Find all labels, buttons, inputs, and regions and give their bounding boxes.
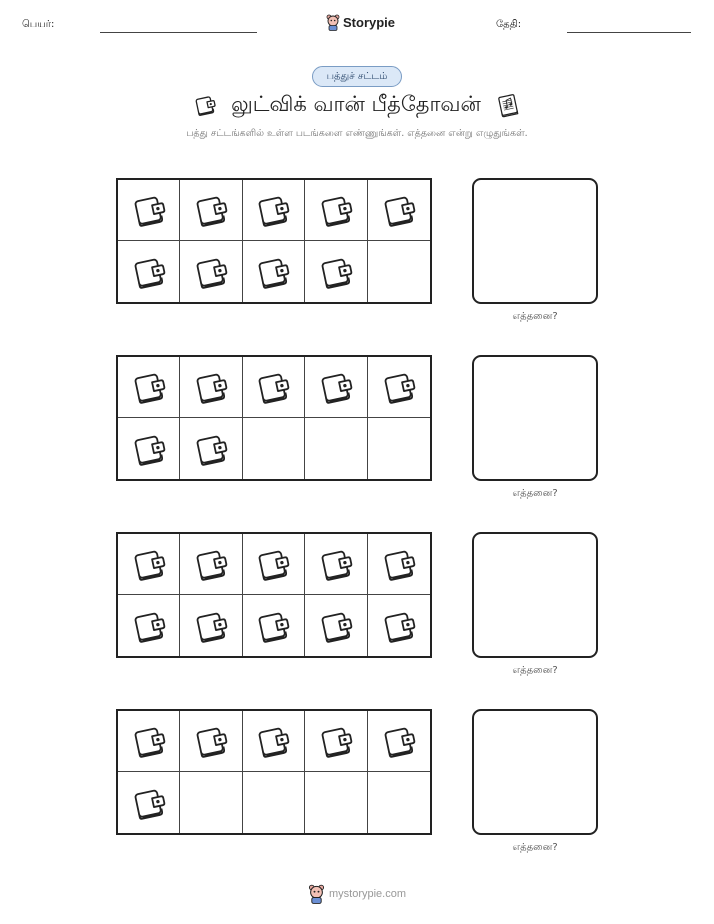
mascot-icon [326,14,340,31]
ten-frame-cell [118,357,180,418]
wallet-icon [316,252,356,292]
ten-frame-cell [180,418,242,479]
music-book-icon [493,91,523,119]
wallet-icon [191,92,219,118]
ten-frame-cell [305,357,367,418]
wallet-icon [129,429,169,469]
ten-frame [116,709,432,835]
ten-frame-cell [180,180,242,241]
ten-frame-cell [305,772,367,833]
wallet-icon [129,252,169,292]
mascot-icon [308,884,325,904]
ten-frame-badge: பத்துச் சட்டம் [312,66,402,87]
wallet-icon [253,606,293,646]
ten-frame-cell [368,534,430,595]
ten-frame-cell [243,357,305,418]
ten-frame-cell [368,595,430,656]
wallet-icon [253,721,293,761]
wallet-icon [253,544,293,584]
ten-frame-cell [243,595,305,656]
ten-frame-cell [180,357,242,418]
wallet-icon [253,367,293,407]
ten-frame-cell [118,241,180,302]
ten-frame-cell [118,418,180,479]
ten-frame-cell [368,241,430,302]
wallet-icon [191,606,231,646]
ten-frame-cell [305,180,367,241]
how-many-label: எத்தனை? [512,665,558,676]
ten-frame [116,532,432,658]
footer-url: mystorypie.com [328,888,407,900]
ten-frame-cell [243,711,305,772]
date-label: தேதி: [496,19,522,30]
wallet-icon [129,190,169,230]
ten-frame [116,355,432,481]
answer-box[interactable] [472,709,598,835]
wallet-icon [191,190,231,230]
ten-frame-cell [118,595,180,656]
date-line[interactable] [567,32,691,33]
wallet-icon [379,606,419,646]
answer-box[interactable] [472,355,598,481]
ten-frame-cell [305,418,367,479]
ten-frame-cell [180,711,242,772]
wallet-icon [316,190,356,230]
wallet-icon [379,190,419,230]
ten-frame-cell [368,180,430,241]
ten-frame-cell [305,711,367,772]
ten-frame-cell [368,772,430,833]
wallet-icon [129,783,169,823]
wallet-icon [129,606,169,646]
ten-frame-cell [243,772,305,833]
ten-frame-cell [118,711,180,772]
ten-frame-cell [243,180,305,241]
ten-frame-cell [243,534,305,595]
wallet-icon [129,544,169,584]
ten-frame-cell [180,241,242,302]
answer-box[interactable] [472,178,598,304]
wallet-icon [316,367,356,407]
ten-frame-cell [368,357,430,418]
wallet-icon [191,721,231,761]
ten-frame-cell [118,180,180,241]
wallet-icon [316,721,356,761]
wallet-icon [129,721,169,761]
wallet-icon [316,544,356,584]
how-many-label: எத்தனை? [512,842,558,853]
name-line[interactable] [100,32,257,33]
wallet-icon [253,190,293,230]
name-label: பெயர்: [22,19,55,30]
page-title: லுட்விக் வான் பீத்தோவன் [231,91,481,116]
ten-frame-cell [305,595,367,656]
title-row [0,89,714,121]
ten-frame-cell [368,711,430,772]
ten-frame-cell [368,418,430,479]
wallet-icon [253,252,293,292]
ten-frame [116,178,432,304]
wallet-icon [191,544,231,584]
wallet-icon [379,721,419,761]
ten-frame-cell [118,534,180,595]
wallet-icon [379,367,419,407]
wallet-icon [191,252,231,292]
ten-frame-cell [118,772,180,833]
wallet-icon [191,367,231,407]
footer [0,884,714,904]
ten-frame-cell [243,418,305,479]
wallet-icon [379,544,419,584]
brand-name: Storypie [343,15,396,30]
brand-logo [326,14,395,31]
instructions: பத்து சட்டங்களில் உள்ள படங்களை எண்ணுங்கள். எத்தனை என்று எழுதுங்கள். [186,128,528,139]
ten-frame-cell [180,534,242,595]
ten-frame-cell [180,595,242,656]
how-many-label: எத்தனை? [512,488,558,499]
wallet-icon [191,429,231,469]
answer-box[interactable] [472,532,598,658]
ten-frame-cell [305,534,367,595]
wallet-icon [316,606,356,646]
wallet-icon [129,367,169,407]
ten-frame-cell [305,241,367,302]
how-many-label: எத்தனை? [512,311,558,322]
ten-frame-cell [180,772,242,833]
ten-frame-cell [243,241,305,302]
